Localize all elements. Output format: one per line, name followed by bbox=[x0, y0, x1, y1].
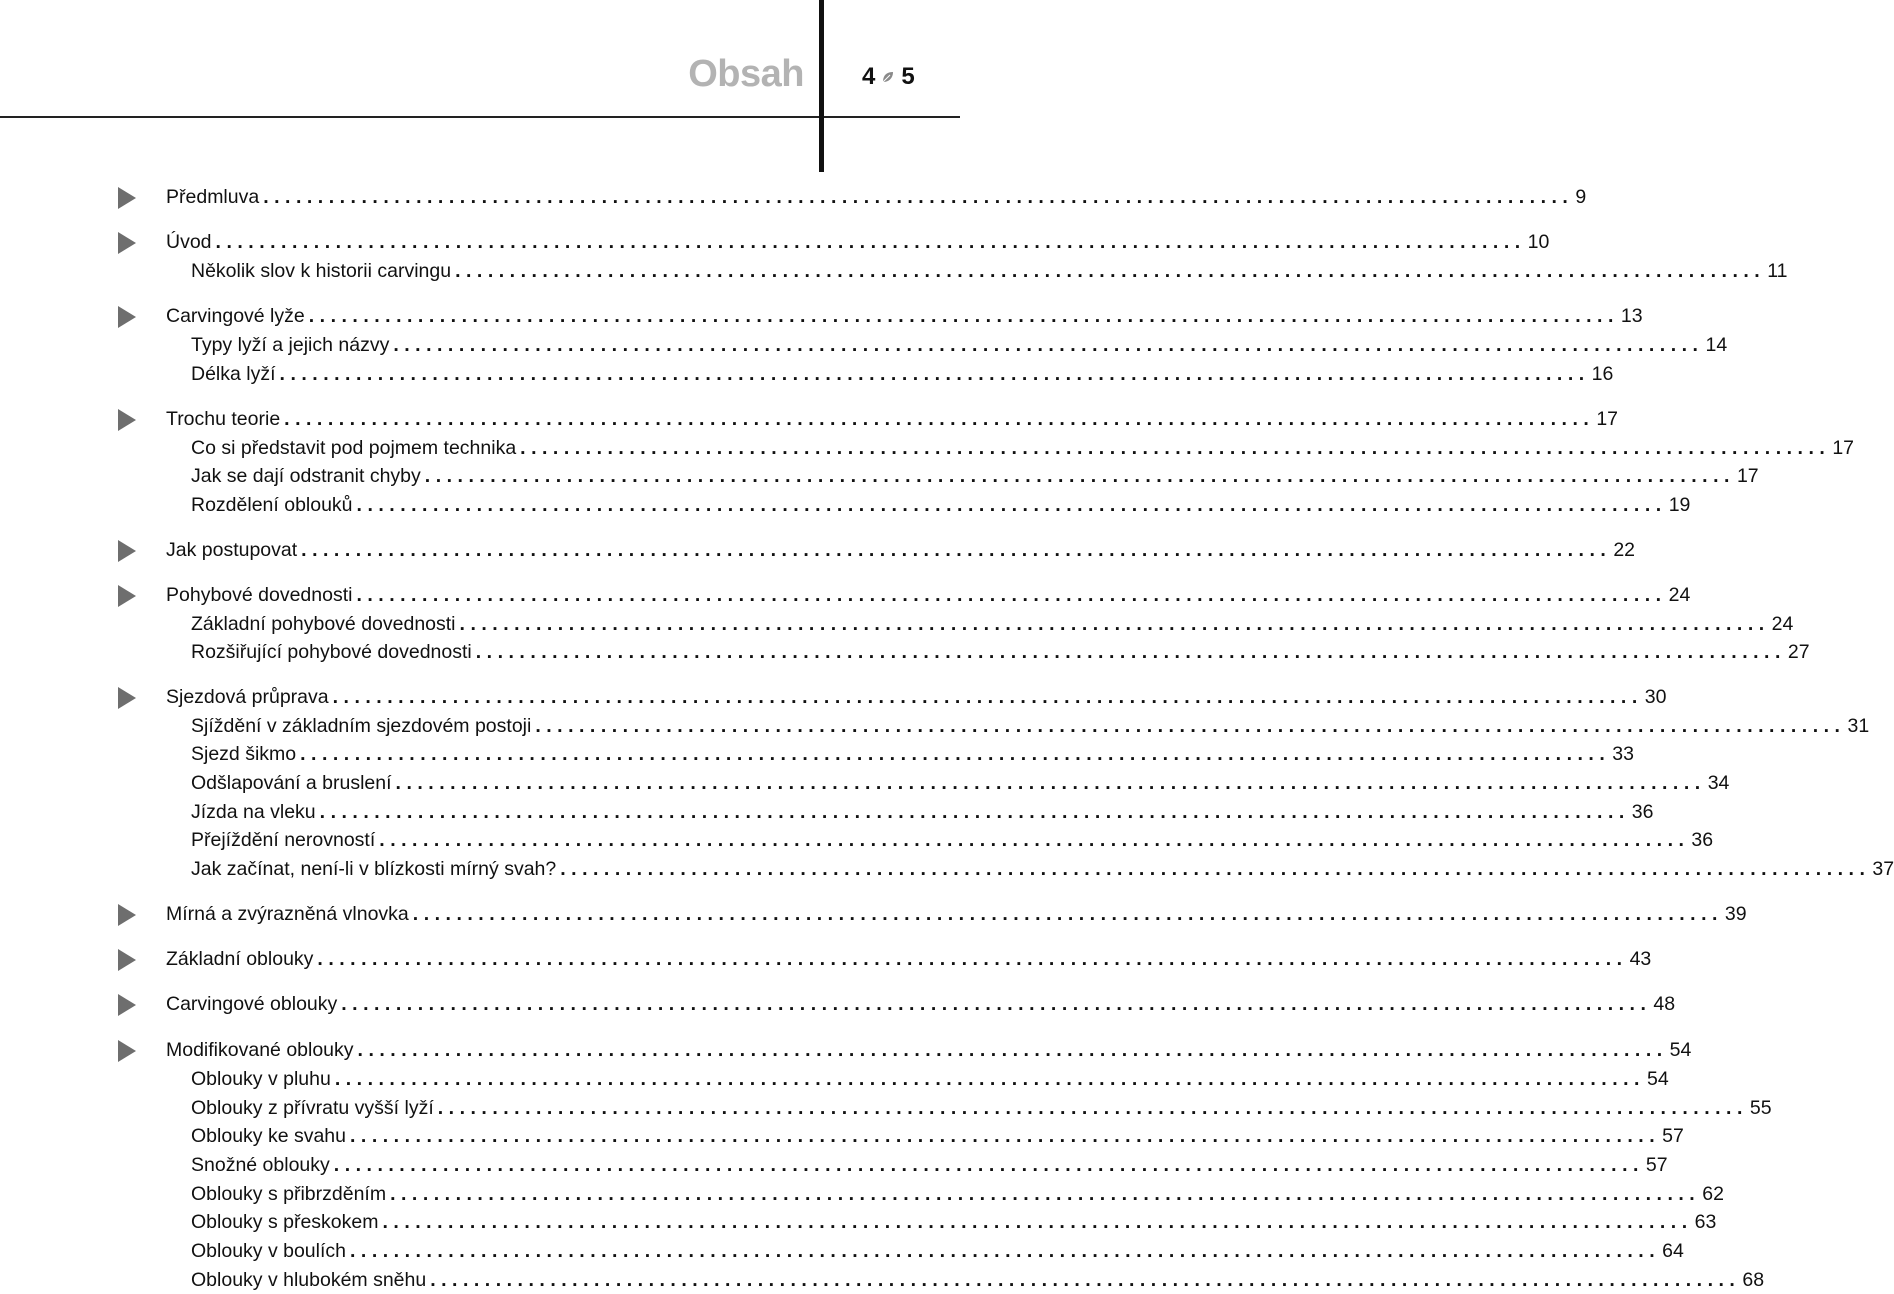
toc-entry-page: 31 bbox=[1847, 715, 1870, 737]
toc-entry-page: 54 bbox=[1669, 1039, 1692, 1061]
dot-leader: ........................................................................................................................ bbox=[317, 948, 1628, 970]
triangle-bullet-icon bbox=[118, 306, 136, 328]
dot-leader: ........................................................................................................................ bbox=[379, 829, 1690, 851]
toc-entry-title: Základní pohybové dovednosti bbox=[191, 613, 456, 635]
toc-entry-title: Úvod bbox=[166, 231, 212, 253]
toc-entry-title: Snožné oblouky bbox=[191, 1154, 330, 1176]
toc-entry-title: Několik slov k historii carvingu bbox=[191, 260, 452, 282]
triangle-bullet-icon bbox=[118, 1040, 136, 1062]
dot-leader: ........................................................................................................................ bbox=[284, 408, 1595, 430]
toc-entry[interactable] bbox=[0, 945, 1652, 973]
toc-entry-page: 43 bbox=[1629, 948, 1652, 970]
toc-entry-title: Sjezd šikmo bbox=[191, 743, 297, 765]
toc-entry[interactable] bbox=[0, 1208, 1717, 1236]
dot-leader: ........................................................................................................................ bbox=[350, 1240, 1661, 1262]
triangle-bullet-icon bbox=[118, 187, 136, 209]
dot-leader: ........................................................................................................................ bbox=[356, 584, 1667, 606]
toc-entry[interactable] bbox=[0, 257, 1788, 285]
toc-entry-page: 36 bbox=[1631, 801, 1654, 823]
toc-entry-title: Typy lyží a jejich názvy bbox=[191, 334, 390, 356]
dot-leader: ........................................................................................................................ bbox=[356, 494, 1667, 516]
toc-entry[interactable] bbox=[0, 1122, 1684, 1150]
dot-leader: ........................................................................................................................ bbox=[382, 1211, 1693, 1233]
toc-entry-title: Rozšiřující pohybové dovednosti bbox=[191, 641, 472, 663]
toc-entry-title: Oblouky z přívratu vyšší lyží bbox=[191, 1097, 434, 1119]
page-number-right: 5 bbox=[901, 63, 915, 90]
toc-entry-page: 16 bbox=[1591, 363, 1614, 385]
dot-leader: ........................................................................................................................ bbox=[437, 1097, 1748, 1119]
toc-entry-page: 68 bbox=[1742, 1269, 1765, 1291]
dot-leader: ........................................................................................................................ bbox=[300, 743, 1611, 765]
toc-entry-page: 10 bbox=[1527, 231, 1550, 253]
toc-entry[interactable] bbox=[0, 1180, 1724, 1208]
toc-entry-title: Carvingové oblouky bbox=[166, 993, 338, 1015]
dot-leader: ........................................................................................................................ bbox=[357, 1039, 1668, 1061]
toc-entry[interactable] bbox=[0, 900, 1747, 928]
toc-entry-title: Jak postupovat bbox=[166, 539, 298, 561]
toc-entry-title: Trochu teorie bbox=[166, 408, 281, 430]
toc-entry-page: 57 bbox=[1645, 1154, 1668, 1176]
toc-entry-title: Základní oblouky bbox=[166, 948, 314, 970]
toc-entry-page: 37 bbox=[1872, 858, 1894, 880]
toc-entry-page: 9 bbox=[1575, 186, 1587, 208]
header-vertical-rule bbox=[819, 0, 824, 172]
toc-entry[interactable] bbox=[0, 581, 1691, 609]
toc-entry[interactable] bbox=[0, 1036, 1692, 1064]
dot-leader: ........................................................................................................................ bbox=[301, 539, 1612, 561]
toc-entry[interactable] bbox=[0, 302, 1643, 330]
toc-entry[interactable] bbox=[0, 462, 1759, 490]
triangle-bullet-icon bbox=[118, 232, 136, 254]
toc-entry[interactable] bbox=[0, 638, 1810, 666]
toc-entry[interactable] bbox=[0, 683, 1667, 711]
toc-entry-title: Oblouky ke svahu bbox=[191, 1125, 347, 1147]
toc-entry-page: 36 bbox=[1691, 829, 1714, 851]
dot-leader: ........................................................................................................................ bbox=[430, 1269, 1741, 1291]
toc-entry[interactable] bbox=[0, 990, 1676, 1018]
toc-entry-page: 34 bbox=[1707, 772, 1730, 794]
page-title: Obsah bbox=[688, 53, 804, 95]
toc-entry[interactable] bbox=[0, 1266, 1765, 1294]
toc-entry-page: 22 bbox=[1613, 539, 1636, 561]
toc-entry-title: Rozdělení oblouků bbox=[191, 494, 353, 516]
toc-entry-page: 11 bbox=[1767, 260, 1788, 282]
toc-entry[interactable] bbox=[0, 798, 1654, 826]
toc-entry-page: 17 bbox=[1596, 408, 1619, 430]
toc-entry-title: Délka lyží bbox=[191, 363, 276, 385]
toc-entry[interactable] bbox=[0, 360, 1614, 388]
triangle-bullet-icon bbox=[118, 409, 136, 431]
toc-entry-page: 17 bbox=[1832, 437, 1855, 459]
toc-entry-page: 27 bbox=[1787, 641, 1810, 663]
toc-entry-page: 17 bbox=[1736, 465, 1759, 487]
dot-leader: ........................................................................................................................ bbox=[332, 686, 1643, 708]
toc-entry[interactable] bbox=[0, 1065, 1669, 1093]
dot-leader: ........................................................................................................................ bbox=[459, 613, 1770, 635]
page-number-left: 4 bbox=[862, 63, 876, 90]
toc-entry-title: Modifikované oblouky bbox=[166, 1039, 354, 1061]
dot-leader: ........................................................................................................................ bbox=[319, 801, 1630, 823]
dot-leader: ........................................................................................................................ bbox=[560, 858, 1871, 880]
toc-entry-page: 13 bbox=[1620, 305, 1643, 327]
dot-leader: ........................................................................................................................ bbox=[308, 305, 1619, 327]
toc-entry-title: Pohybové dovednosti bbox=[166, 584, 353, 606]
triangle-bullet-icon bbox=[118, 949, 136, 971]
dot-leader: ........................................................................................................................ bbox=[215, 231, 1526, 253]
dot-leader: ........................................................................................................................ bbox=[535, 715, 1846, 737]
toc-entry-page: 30 bbox=[1644, 686, 1667, 708]
toc-entry-title: Sjezdová průprava bbox=[166, 686, 329, 708]
header-rule bbox=[0, 116, 960, 118]
triangle-bullet-icon bbox=[118, 540, 136, 562]
dot-leader: ........................................................................................................................ bbox=[263, 186, 1574, 208]
triangle-bullet-icon bbox=[118, 687, 136, 709]
toc-entry[interactable] bbox=[0, 1094, 1772, 1122]
page-numbers bbox=[862, 62, 915, 92]
toc-entry-page: 62 bbox=[1702, 1183, 1724, 1205]
toc-entry-page: 55 bbox=[1749, 1097, 1772, 1119]
toc-entry-page: 33 bbox=[1612, 743, 1634, 765]
toc-entry-page: 63 bbox=[1694, 1211, 1717, 1233]
leaf-icon bbox=[881, 70, 895, 84]
toc-entry-title: Předmluva bbox=[166, 186, 260, 208]
dot-leader: ........................................................................................................................ bbox=[475, 641, 1786, 663]
dot-leader: ........................................................................................................................ bbox=[334, 1068, 1645, 1090]
dot-leader: ........................................................................................................................ bbox=[279, 363, 1590, 385]
toc-entry[interactable] bbox=[0, 228, 1550, 256]
toc-entry[interactable] bbox=[0, 740, 1634, 768]
dot-leader: ........................................................................................................................ bbox=[520, 437, 1831, 459]
triangle-bullet-icon bbox=[118, 585, 136, 607]
toc-entry[interactable] bbox=[0, 855, 1894, 883]
toc-entry-title: Oblouky s přibrzděním bbox=[191, 1183, 387, 1205]
dot-leader: ........................................................................................................................ bbox=[455, 260, 1766, 282]
toc-entry-title: Co si představit pod pojmem technika bbox=[191, 437, 517, 459]
toc-entry-title: Oblouky v hlubokém sněhu bbox=[191, 1269, 427, 1291]
toc-entry-title: Mírná a zvýrazněná vlnovka bbox=[166, 903, 409, 925]
toc-entry[interactable] bbox=[0, 712, 1870, 740]
toc-entry[interactable] bbox=[0, 1151, 1668, 1179]
toc-entry[interactable] bbox=[0, 405, 1619, 433]
toc-entry[interactable] bbox=[0, 491, 1691, 519]
toc-entry-page: 57 bbox=[1662, 1125, 1684, 1147]
dot-leader: ........................................................................................................................ bbox=[395, 772, 1706, 794]
toc-entry[interactable] bbox=[0, 769, 1730, 797]
dot-leader: ........................................................................................................................ bbox=[350, 1125, 1661, 1147]
toc-entry-page: 19 bbox=[1668, 494, 1691, 516]
dot-leader: ........................................................................................................................ bbox=[333, 1154, 1644, 1176]
toc-entry[interactable] bbox=[0, 1237, 1684, 1265]
toc-entry-title: Sjíždění v základním sjezdovém postoji bbox=[191, 715, 532, 737]
toc-entry[interactable] bbox=[0, 536, 1636, 564]
dot-leader: ........................................................................................................................ bbox=[390, 1183, 1701, 1205]
toc-entry-title: Přejíždění nerovností bbox=[191, 829, 376, 851]
toc-entry-title: Oblouky s přeskokem bbox=[191, 1211, 379, 1233]
toc-entry-title: Oblouky v boulích bbox=[191, 1240, 347, 1262]
toc-entry[interactable] bbox=[0, 826, 1714, 854]
toc-entry-title: Odšlapování a bruslení bbox=[191, 772, 392, 794]
toc-entry[interactable] bbox=[0, 183, 1587, 211]
dot-leader: ........................................................................................................................ bbox=[393, 334, 1704, 356]
toc-entry-page: 24 bbox=[1668, 584, 1691, 606]
toc-entry-page: 54 bbox=[1646, 1068, 1669, 1090]
toc-entry-page: 48 bbox=[1653, 993, 1676, 1015]
dot-leader: ........................................................................................................................ bbox=[412, 903, 1723, 925]
dot-leader: ........................................................................................................................ bbox=[424, 465, 1735, 487]
toc-entry-page: 39 bbox=[1724, 903, 1747, 925]
toc-entry-title: Jak se dají odstranit chyby bbox=[191, 465, 421, 487]
dot-leader: ........................................................................................................................ bbox=[341, 993, 1652, 1015]
toc-entry[interactable] bbox=[0, 331, 1728, 359]
toc-entry-page: 64 bbox=[1662, 1240, 1684, 1262]
toc-entry-page: 24 bbox=[1771, 613, 1794, 635]
toc-entry-title: Jízda na vleku bbox=[191, 801, 316, 823]
toc-entry[interactable] bbox=[0, 434, 1855, 462]
toc-entry-page: 14 bbox=[1705, 334, 1728, 356]
triangle-bullet-icon bbox=[118, 994, 136, 1016]
toc-entry-title: Carvingové lyže bbox=[166, 305, 305, 327]
toc-entry-title: Jak začínat, není-li v blízkosti mírný svah? bbox=[191, 858, 557, 880]
toc-entry-title: Oblouky v pluhu bbox=[191, 1068, 331, 1090]
triangle-bullet-icon bbox=[118, 904, 136, 926]
toc-entry[interactable] bbox=[0, 610, 1794, 638]
